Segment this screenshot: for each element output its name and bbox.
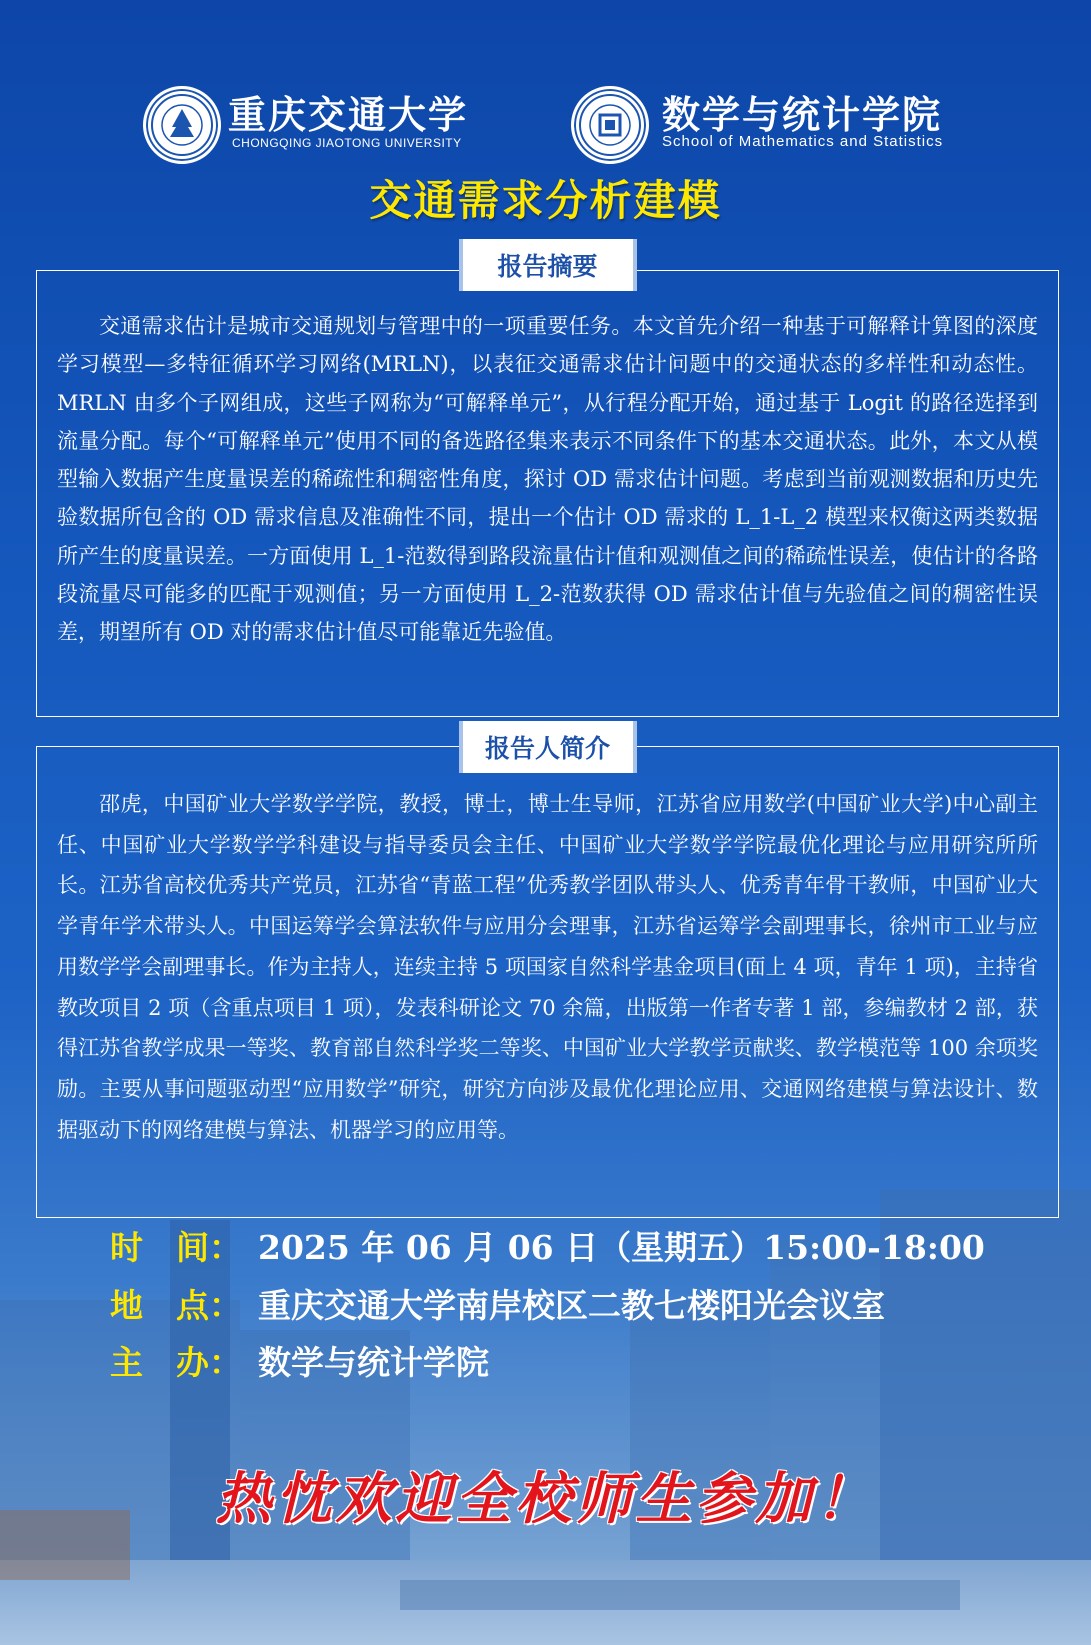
school-name: 数学与统计学院 [662, 92, 943, 137]
welcome-slogan: 热忱欢迎全校师生参加！ [215, 1466, 876, 1532]
speaker-label: 报告人简介 [459, 721, 637, 773]
university-name: 重庆交通大学 [228, 92, 469, 137]
university-name-en: CHONGQING JIAOTONG UNIVERSITY [232, 136, 462, 150]
place-value: 重庆交通大学南岸校区二教七楼阳光会议室 [258, 1286, 885, 1325]
abstract-text: 交通需求估计是城市交通规划与管理中的一项重要任务。本文首先介绍一种基于可解释计算图的深度学习模型—多特征循环学习网络(MRLN)，以表征交通需求估计问题中的交通状态的多样性和动态性。MRLN 由多个子网组成，这些子网称为“可解释单元”，从行程分配开始，通过基于 Logit 的路径选择到流量分配。每个“可解释单元”使用不同的备选路径集来表示不同条件下的基本交通状态。此外，本文从模型输入数据产生度量误差的稀疏性和稠密性角度，探讨 OD 需求估计问题。考虑到当前观测数据和历史先验数据所包含的 OD 需求信息及准确性不同，提出一个估计 OD 需求的 L_1-L_2 模型来权衡这两类数据所产生的度量误差。一方面使用 L_1-范数得到路段流量估计值和观测值之间的稀疏性误差，使估计的各路段流量尽可能多的匹配于观测值；另一方面使用 L_2-范数获得 OD 需求估计值与先验值之间的稠密性误差，期望所有 OD 对的需求估计值尽可能靠近先验值。 [57, 314, 1038, 645]
host-value: 数学与统计学院 [258, 1343, 489, 1382]
time-value: 2025 年 06 月 06 日（星期五）15:00-18:00 [258, 1228, 985, 1267]
time-label: 时 间： [110, 1228, 242, 1267]
abstract-box [36, 252, 1059, 717]
header [0, 78, 1091, 168]
university-seal-icon [143, 86, 221, 164]
speaker-text: 邵虎，中国矿业大学数学学院，教授，博士，博士生导师，江苏省应用数学(中国矿业大学)中心副主任、中国矿业大学数学学科建设与指导委员会主任、中国矿业大学数学学院最优化理论与应用研究所所长。江苏省高校优秀共产党员，江苏省“青蓝工程”优秀教学团队带头人、优秀青年骨干教师，中国矿业大学青年学术带头人。中国运筹学会算法软件与应用分会理事，江苏省运筹学会副理事长，徐州市工业与应用数学学会副理事长。作为主持人，连续主持 5 项国家自然科学基金项目(面上 4 项，青年 1 项)，主持省教改项目 2 项（含重点项目 1 项），发表科研论文 70 余篇，出版第一作者专著 1 部，参编教材 2 部，获得江苏省教学成果一等奖、教育部自然科学奖二等奖、中国矿业大学教学贡献奖、教学模范等 100 余项奖励。主要从事问题驱动型“应用数学”研究，研究方向涉及最优化理论应用、交通网络建模与算法设计、数据驱动下的网络建模与算法、机器学习的应用等。 [57, 792, 1038, 1142]
school-name-en: School of Mathematics and Statistics [662, 133, 944, 150]
host-label: 主 办： [110, 1343, 242, 1382]
school-seal-icon [571, 86, 649, 164]
place-label: 地 点： [110, 1286, 242, 1325]
abstract-label: 报告摘要 [459, 239, 637, 291]
poster-title: 交通需求分析建模 [369, 176, 722, 225]
speaker-box [36, 734, 1059, 1218]
